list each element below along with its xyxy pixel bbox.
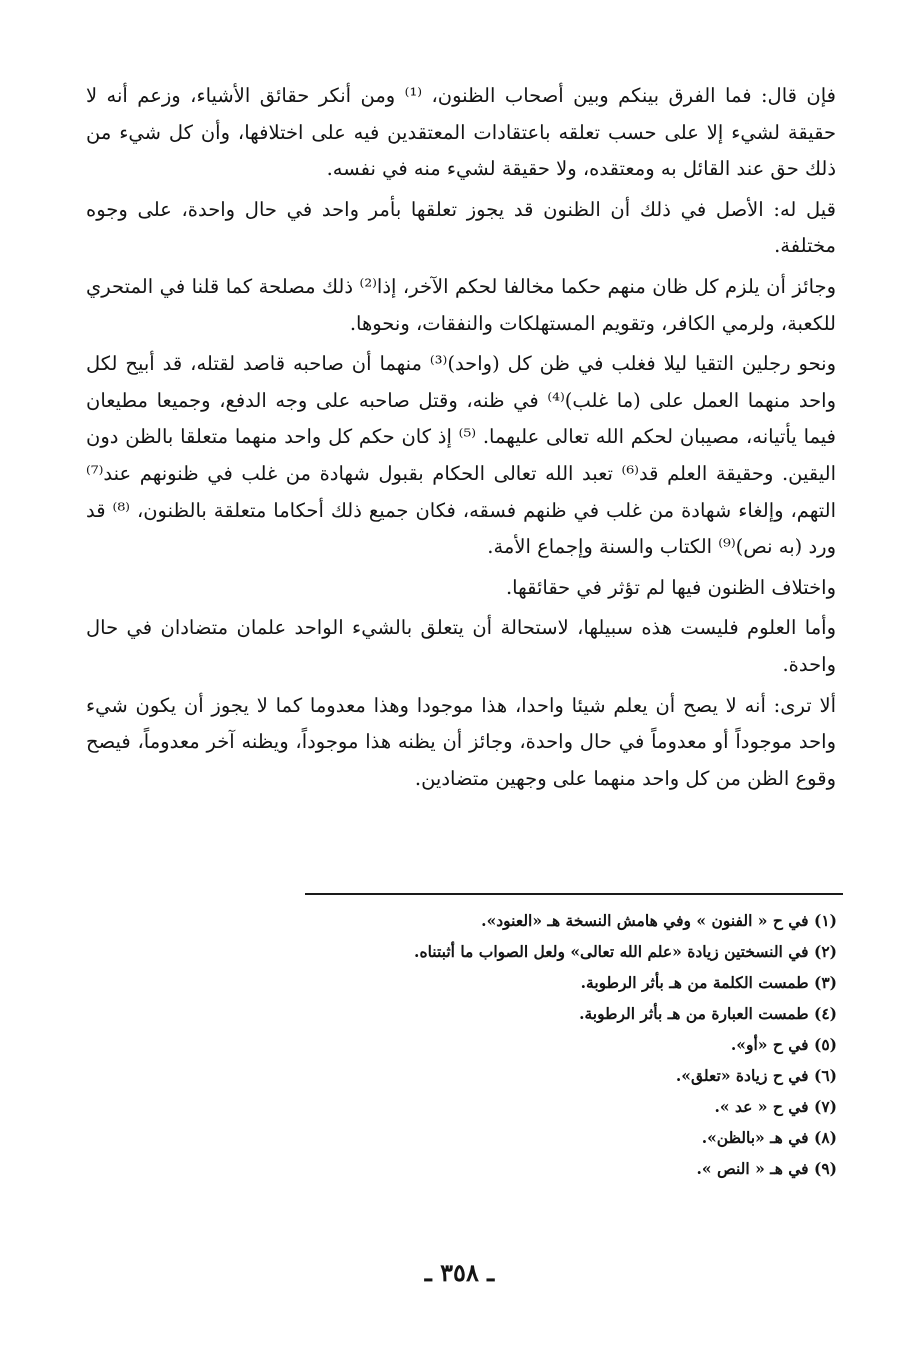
footnote: (٥) في ح «أو». (730, 1035, 837, 1054)
paragraph: وجائز أن يلزم كل ظان منهم حكما مخالفا لحكم الآخر، إذا⁽²⁾ ذلك مصلحة كما قلنا في المتحري للكعبة، ولرمي الكافر، وتقويم المستهلكات والنفقات، ونحوها. (86, 274, 836, 335)
footnote: (٨) في هـ «بالظن». (701, 1128, 837, 1147)
paragraph: فإن قال: فما الفرق بينكم وبين أصحاب الظنون، ⁽¹⁾ ومن أنكر حقائق الأشياء، وزعم أنه لا حقيقة لشيء إلا على حسب تعلقه باعتقادات المعتقدين فيه على اختلافها، وأن كل شيء من ذلك حق عند القائل به ومعتقده، ولا حقيقة لشيء منه في نفسه. (86, 84, 836, 181)
footnote: (٧) في ح « عد ». (714, 1097, 837, 1116)
paragraph: وأما العلوم فليست هذه سبيلها، لاستحالة أن يتعلق بالشيء الواحد علمان متضادان في حال واحدة. (86, 616, 836, 676)
paragraph: ألا ترى: أنه لا يصح أن يعلم شيئا واحدا، هذا موجودا وهذا معدوما كما لا يجوز أن يكون شيء واحد موجوداً أو معدوماً في حال واحدة، وجائز أن يظنه هذا موجوداً، ويظنه آخر معدوماً، فيصح وقوع الظن من كل واحد منهما على وجهين متضادين. (86, 693, 836, 790)
paragraph: واختلاف الظنون فيها لم تؤثر في حقائقها. (505, 575, 836, 599)
page-number: ـ ٣٥٨ ـ (424, 1258, 495, 1287)
footnote: (٤) طمست العبارة من هـ بأثر الرطوبة. (579, 1004, 837, 1023)
footnote: (٦) في ح زيادة «تعلق». (675, 1066, 837, 1085)
paragraph: ونحو رجلين التقيا ليلا فغلب في ظن كل (واحد)⁽³⁾ منهما أن صاحبه قاصد لقتله، قد أبيح لكل واحد منهما العمل على (ما غلب)⁽⁴⁾ في ظنه، وقتل صاحبه على وجه الدفع، وجميعا مطيعان فيما يأتيانه، مصيبان لحكم الله تعالى عليهما. ⁽⁵⁾ إذ كان حكم كل واحد منهما متعلقا بالظن دون اليقين. وحقيقة العلم قد⁽⁶⁾ تعبد الله تعالى الحكام بقبول شهادة من غلب في ظنونهم عند⁽⁷⁾ التهم، وإلغاء شهادة من غلب في ظنهم فسقه، فكان جميع ذلك أحكاما متعلقة بالظنون، ⁽⁸⁾ قد ورد (به نص)⁽⁹⁾ الكتاب والسنة وإجماع الأمة. (86, 352, 837, 559)
footnotes (237, 905, 837, 1184)
footnote: (٣) طمست الكلمة من هـ بأثر الرطوبة. (580, 973, 837, 992)
footnote: (٢) في النسختين زيادة «علم الله تعالى» ولعل الصواب ما أثبتناه. (414, 942, 837, 961)
paragraph: قيل له: الأصل في ذلك أن الظنون قد يجوز تعلقها بأمر واحد في حال واحدة، على وجوه مختلفة. (86, 197, 836, 258)
footnote-divider (305, 893, 843, 895)
main-text (86, 78, 836, 797)
footnote: (٩) في هـ « النص ». (696, 1159, 837, 1178)
footnote: (١) في ح « الفنون » وفي هامش النسخة هـ «العنود». (481, 911, 837, 930)
body-text (86, 78, 836, 797)
